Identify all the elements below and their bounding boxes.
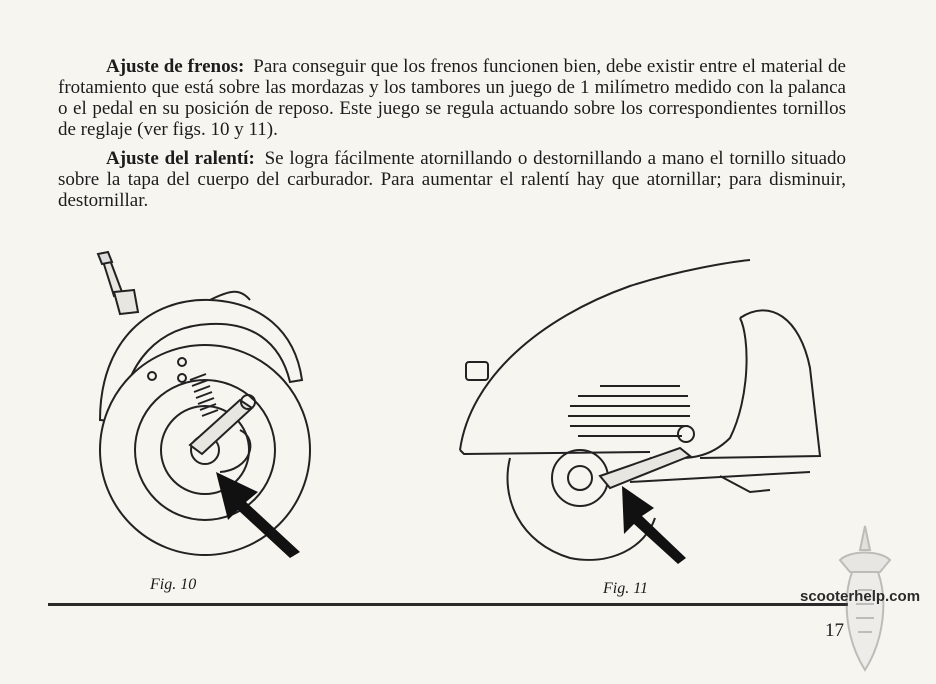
- figure-11-caption: Fig. 11: [603, 580, 649, 597]
- page-number: 17: [825, 620, 844, 641]
- page-divider: [48, 603, 848, 606]
- brake-adjustment-heading: Ajuste de frenos:: [106, 56, 245, 77]
- paragraph-brake-adjustment: [58, 56, 846, 140]
- figure-10-front-wheel: [90, 240, 320, 570]
- figure-10-caption: Fig. 10: [150, 576, 197, 593]
- brake-adjustment-text: Para conseguir que los frenos funcionen bien, debe existir entre el material de frotamiento que está sobre las mordazas y los tambores un juego de 1 milímetro medido con la palanca o el pedal en su posición de reposo. Este juego se regula actuando sobre los correspondientes tornillos de reglaje (ver figs. 10 y 11).: [58, 56, 846, 140]
- body-text: [58, 56, 846, 219]
- watermark-text: scooterhelp.com: [800, 588, 921, 605]
- paragraph-idle-adjustment: [58, 148, 846, 211]
- idle-adjustment-heading: Ajuste del ralentí:: [106, 148, 255, 169]
- figure-11-rear-body: [450, 258, 830, 568]
- idle-adjustment-text: Se logra fácilmente atornillando o destornillando a mano el tornillo situado sobre la tapa del cuerpo del carburador. Para aumentar el ralentí hay que atornillar; para disminuir, destornillar.: [58, 148, 846, 211]
